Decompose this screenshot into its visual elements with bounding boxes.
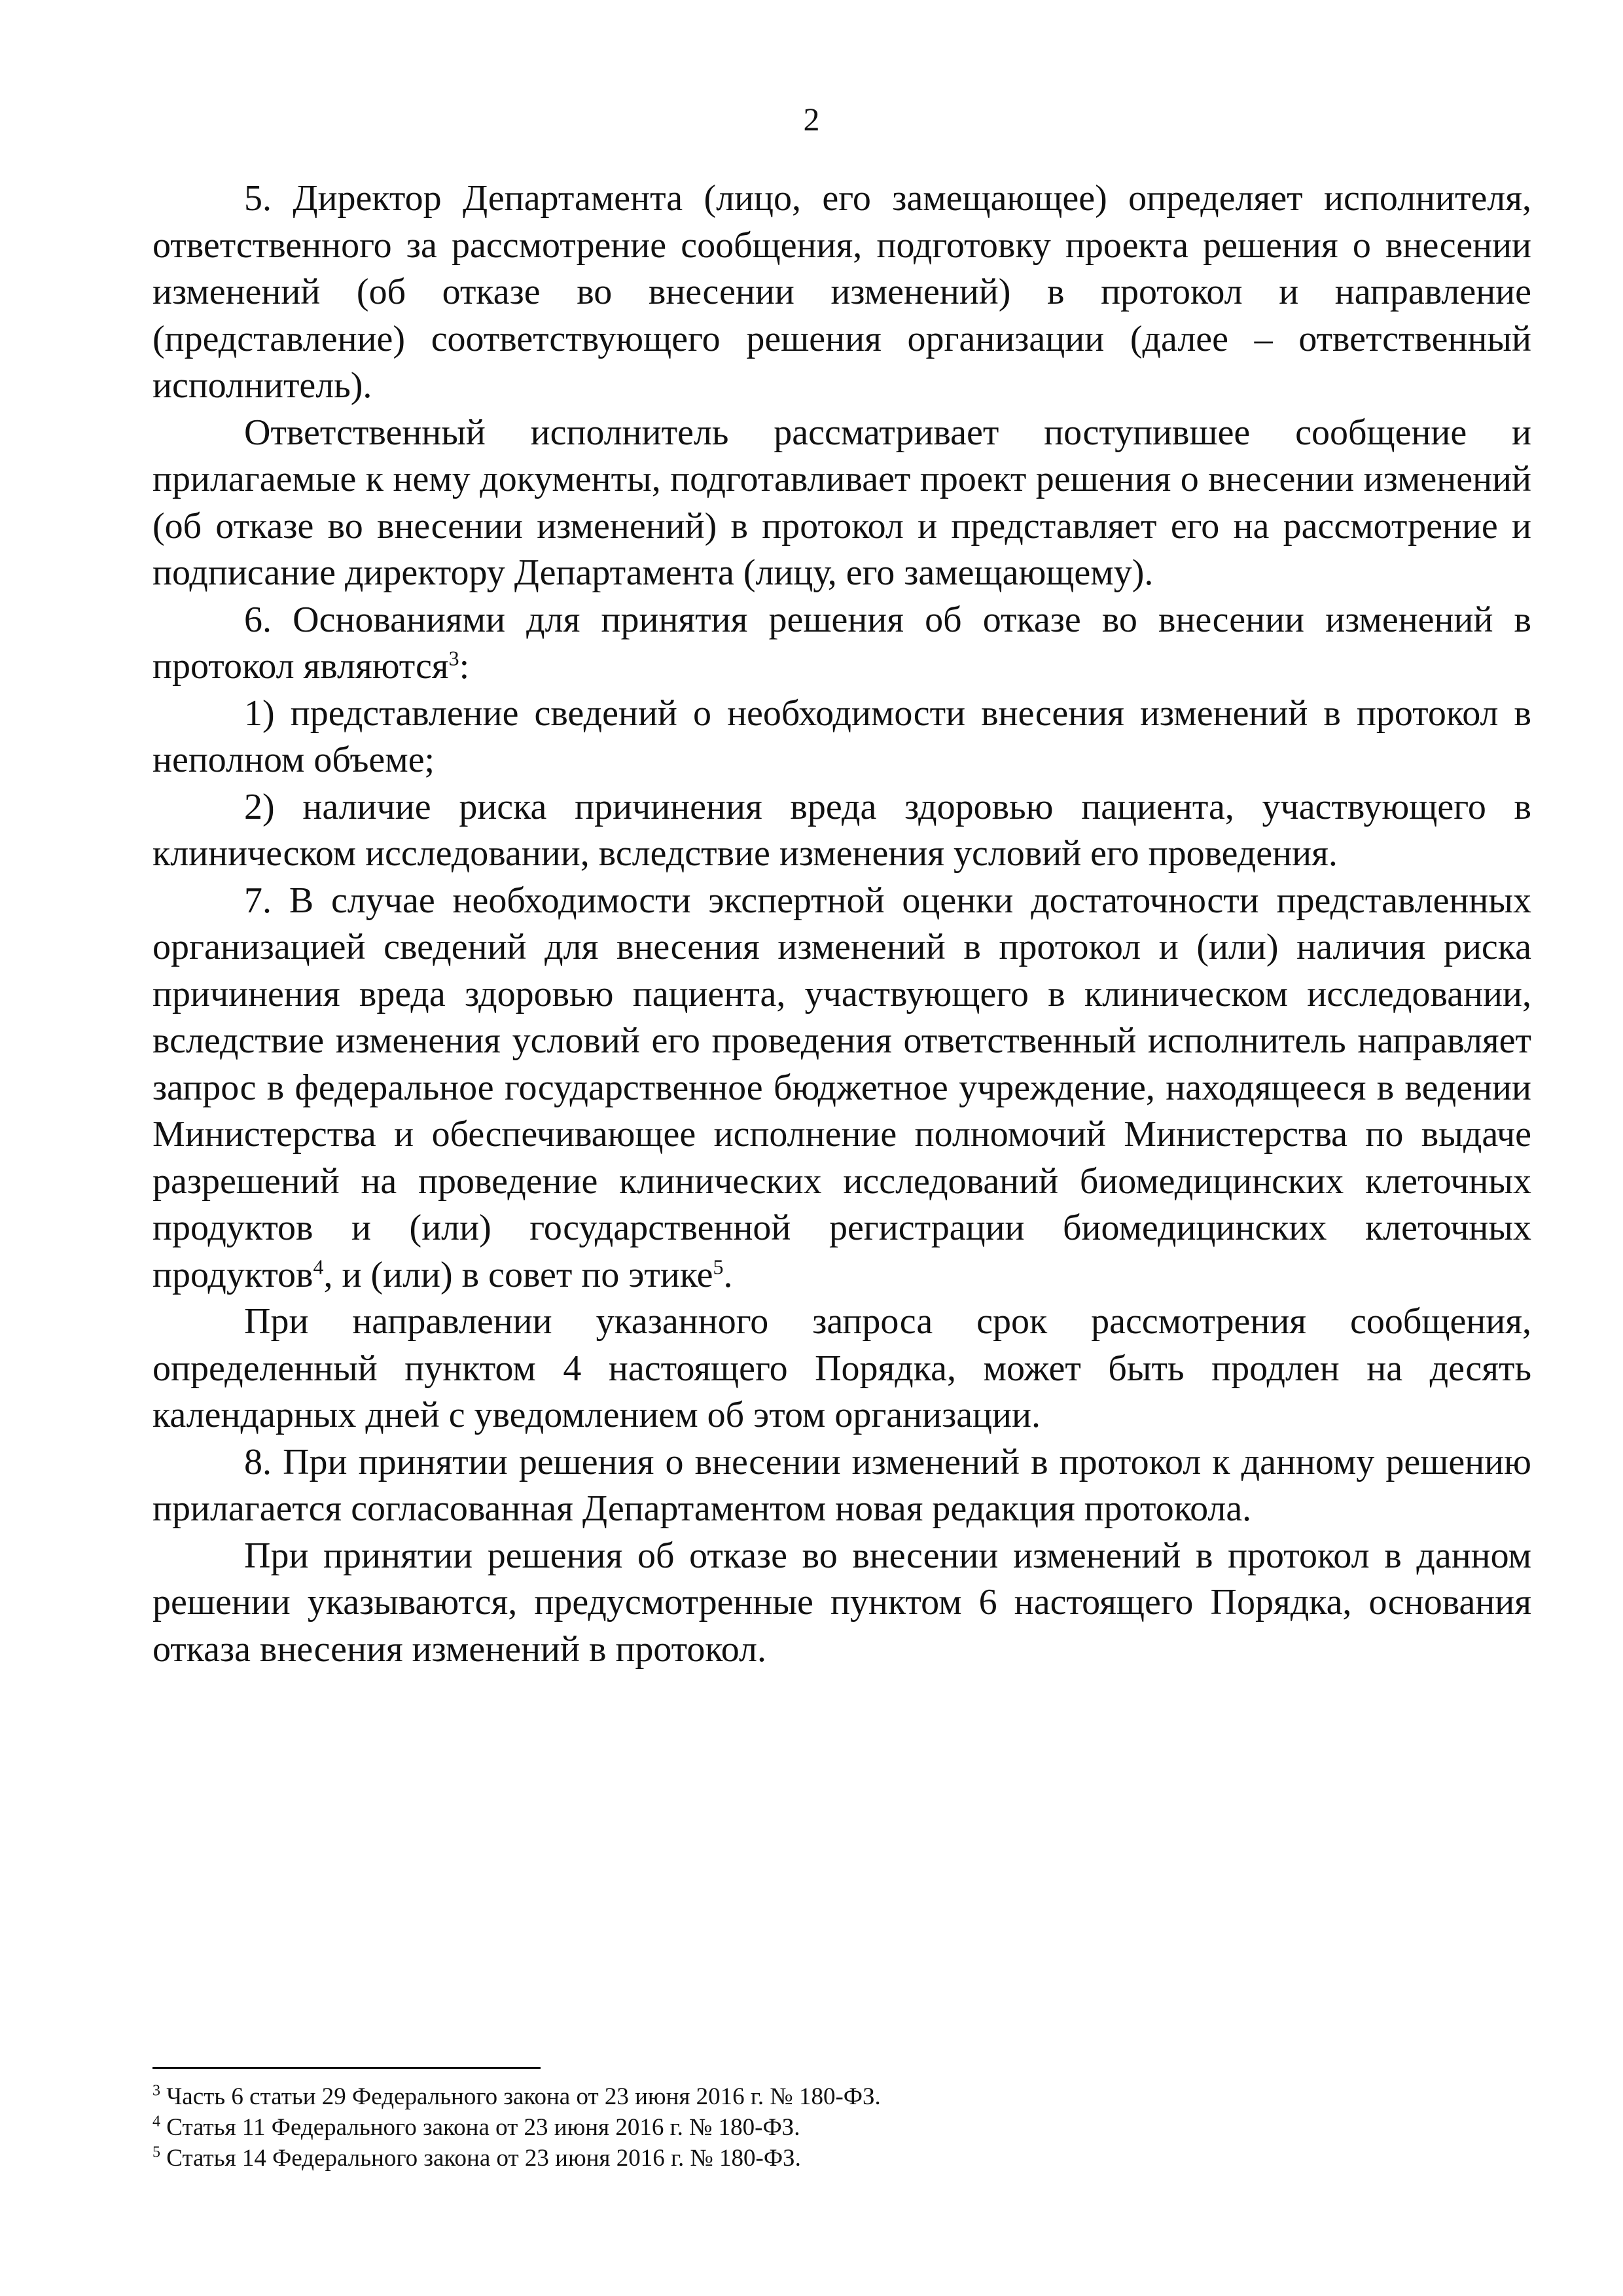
paragraph-7: 7. В случае необходимости экспертной оценки достаточности представленных организацией сведений для внесения изменений в протокол и (или) наличия риска причинения вреда здоровью пациента, участвующего в клиническом исследовании, вследствие изменения условий его проведения ответственный исполнитель направляет запрос в федеральное государственное бюджетное учреждение, находящееся в ведении Министерства и обеспечивающее исполнение полномочий Министерства по выдаче разрешений на проведение клинических исследований биомедицинских клеточных продуктов и (или) государственной регистрации биомедицинских клеточных продуктов$^4$, и (или) в совет по этике$^5$. [152,880,1531,1295]
document-body [152,175,1531,1673]
paragraph-6-item-2: 2) наличие риска причинения вреда здоровью пациента, участвующего в клиническом исследовании, вследствие изменения условий его проведения. [152,786,1531,874]
paragraph-7-extension: При направлении указанного запроса срок рассмотрения сообщения, определенный пунктом 4 настоящего Порядка, может быть продлен на десять календарных дней с уведомлением об этом организации. [152,1301,1531,1435]
paragraph-8-refusal: При принятии решения об отказе во внесении изменений в протокол в данном решении указываются, предусмотренные пунктом 6 настоящего Порядка, основания отказа внесения изменений в протокол. [152,1535,1531,1670]
footnote-4: $^4$ Статья 11 Федерального закона от 23 июня 2016 г. № 180-ФЗ. [152,2113,800,2141]
paragraph-5: 5. Директор Департамента (лицо, его замещающее) определяет исполнителя, ответственного за рассмотрение сообщения, подготовку проекта решения о внесении изменений (об отказе во внесении изменений) в протокол и направление (представление) соответствующего решения организации (далее – ответственный исполнитель). [152,178,1531,406]
footnote-ref-5: 5 [713,1254,724,1278]
footnote-3: $^3$ Часть 6 статьи 29 Федерального закона от 23 июня 2016 г. № 180-ФЗ. [152,2082,881,2110]
paragraph-5-responsible: Ответственный исполнитель рассматривает поступившее сообщение и прилагаемые к нему документы, подготавливает проект решения о внесении изменений (об отказе во внесении изменений) в протокол и представляет его на рассмотрение и подписание директору Департамента (лицу, его замещающему). [152,412,1531,593]
footnote-ref-4: 4 [313,1254,324,1278]
paragraph-6: 6. Основаниями для принятия решения об отказе во внесении изменений в протокол являются$^3$: [152,599,1531,687]
footnotes [152,2081,1531,2174]
footnote-divider [152,2067,541,2069]
paragraph-8: 8. При принятии решения о внесении изменений в протокол к данному решению прилагается согласованная Департаментом новая редакция протокола. [152,1441,1531,1529]
paragraph-6-item-1: 1) представление сведений о необходимости внесения изменений в протокол в неполном объеме; [152,692,1531,780]
footnote-ref-3: 3 [448,646,459,670]
page-number: 2 [803,101,820,137]
footnote-5: $^5$ Статья 14 Федерального закона от 23 июня 2016 г. № 180-ФЗ. [152,2144,801,2172]
